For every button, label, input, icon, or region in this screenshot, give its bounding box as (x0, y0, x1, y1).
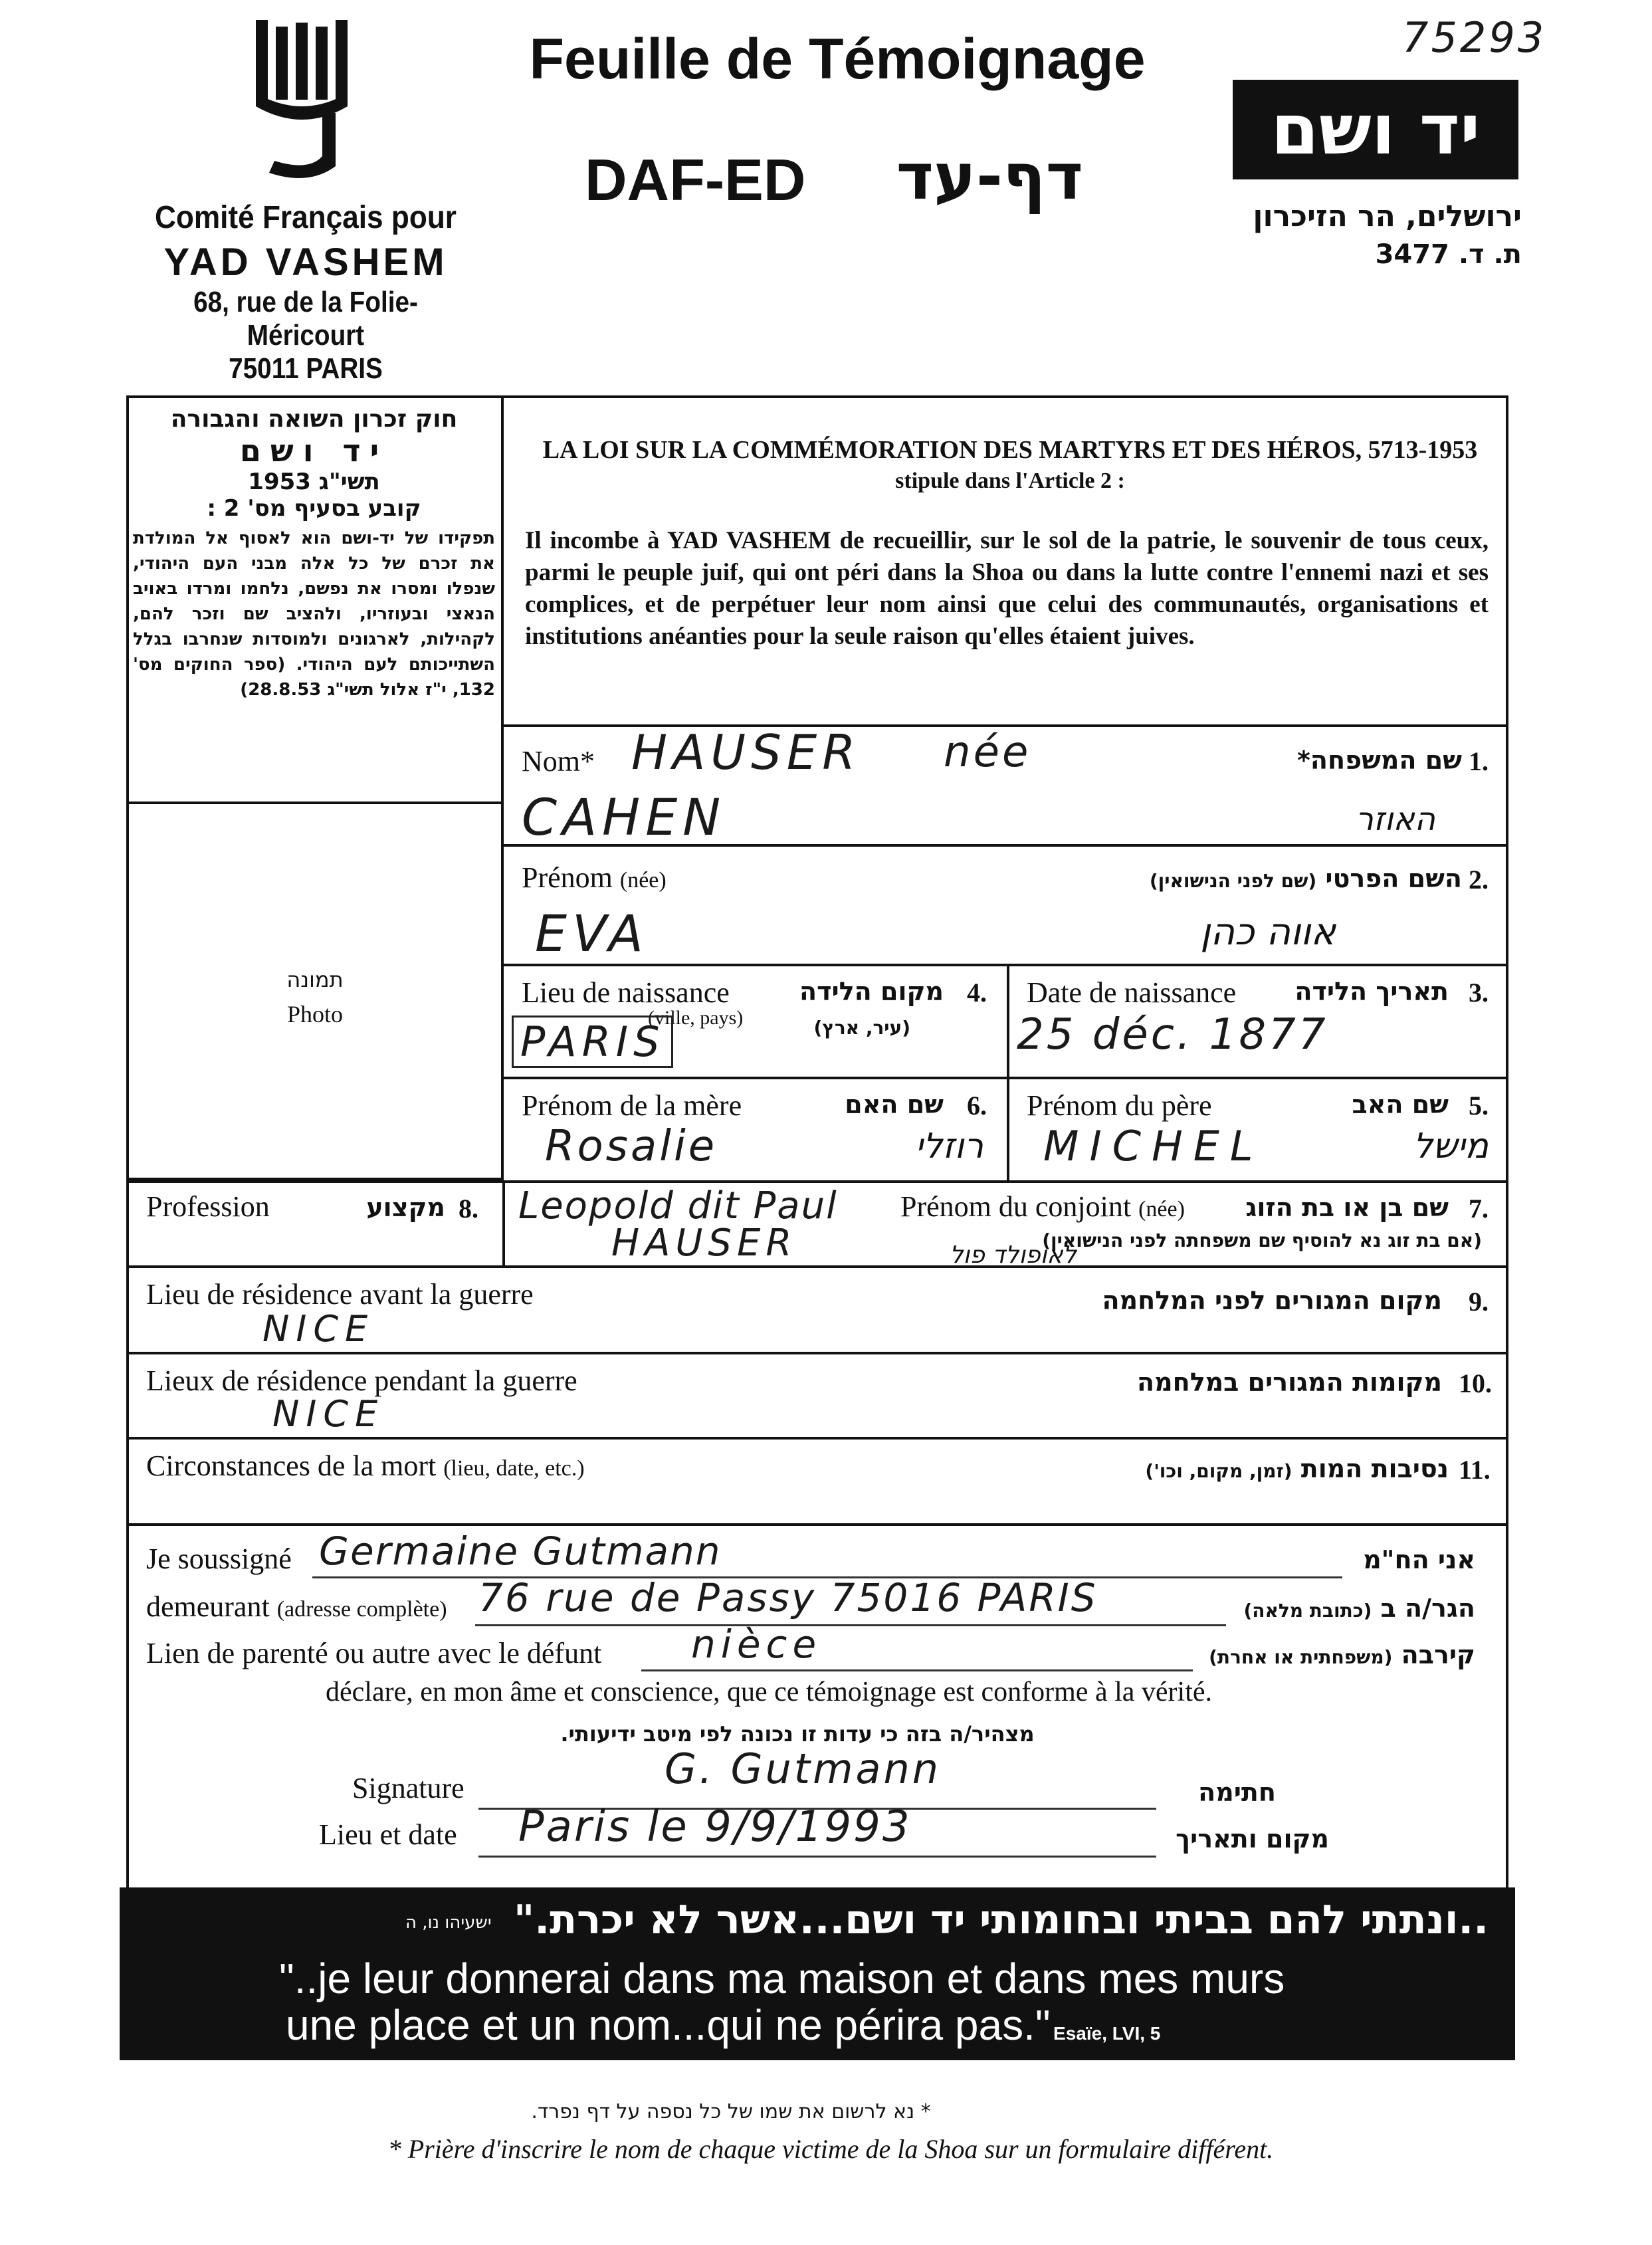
form-title: Feuille de Témoignage (529, 27, 1146, 91)
demeurant-label-small: (adresse complète) (276, 1597, 447, 1622)
law-hebrew-block (133, 405, 495, 702)
field9-num: 9. (1469, 1287, 1489, 1317)
field3-value[interactable]: 25 déc. 1877 (1017, 1010, 1328, 1059)
field6-value-he[interactable]: רוזלי (915, 1126, 983, 1166)
field2-label-he-small: (שם לפני הנישואין) (1149, 870, 1317, 892)
field2-num: 2. (1469, 865, 1489, 895)
banner-hebrew-ref: ישעיהו נו, ה (405, 1913, 492, 1933)
field8-label-he: מקצוע (366, 1193, 445, 1222)
lieu-date-label-he: מקום ותאריך (1176, 1824, 1329, 1854)
field4-label-he-small: (עיר, ארץ) (813, 1017, 910, 1039)
field1-value-maiden[interactable]: CAHEN (522, 788, 726, 847)
field6-value[interactable]: Rosalie (545, 1122, 718, 1171)
committee-block (113, 199, 498, 385)
field4-label-fr: Lieu de naissance (522, 976, 730, 1009)
soussigne-label: Je soussigné (146, 1543, 292, 1575)
field6-label-fr: Prénom de la mère (522, 1089, 742, 1122)
banner-french-line2-text: une place et un nom...qui ne périra pas." (286, 2001, 1051, 2049)
address-line2: 75011 PARIS (229, 352, 383, 385)
field8-num: 8. (459, 1194, 478, 1224)
field11-label-he-small: (זמן, מקום, וכו') (1145, 1460, 1292, 1482)
right-address-line2: ת. ד. 3477 (1375, 239, 1522, 270)
field5-value[interactable]: MICHEL (1043, 1122, 1264, 1170)
field11-num: 11. (1459, 1455, 1491, 1485)
demeurant-label-he (1236, 1594, 1475, 1623)
field5-num: 5. (1469, 1091, 1489, 1121)
photo-label-fr: Photo (286, 1001, 344, 1027)
field6-num: 6. (967, 1091, 987, 1121)
field4-value[interactable]: PARIS (512, 1016, 673, 1068)
field11-label-fr-small: (lieu, date, etc.) (443, 1456, 585, 1481)
field1-value-surname[interactable]: HAUSER (631, 724, 861, 780)
field11-label-he-main: נסיבות המות (1300, 1454, 1449, 1483)
field9-label-fr: Lieu de résidence avant la guerre (146, 1278, 534, 1311)
law-hebrew-title4: קובע בסעיף מס' 2 : (207, 495, 421, 522)
demeurant-label (146, 1590, 447, 1624)
right-address-line1: ירושלים, הר הזיכרון (1253, 199, 1522, 233)
field3-num: 3. (1469, 978, 1489, 1008)
photo-label-he: תמונה (286, 967, 344, 992)
field5-label-fr: Prénom du père (1027, 1089, 1212, 1122)
field9-value[interactable]: NICE (262, 1308, 375, 1350)
soussigne-label-he: אני הח"מ (1363, 1545, 1475, 1574)
footer-note-fr: * Prière d'inscrire le nom de chaque victime de la Shoa sur un formulaire différent. (387, 2134, 1274, 2164)
field7-label-fr-main: Prénom du conjoint (900, 1190, 1132, 1223)
banner-french-ref: Esaïe, LVI, 5 (1053, 2023, 1161, 2044)
banner-french-line1: "..je leur donnerai dans ma maison et dans mes murs (279, 1955, 1285, 2002)
banner-french-line2 (286, 2000, 1160, 2050)
law-french-body: Il incombe à YAD VASHEM de recueillir, sur le sol de la patrie, le souvenir de tous ceux, parmi le peuple juif, qui ont péri dans la Shoa ou dans la lutte contre l'ennemi nazi et ses complices, et de perpétuer leur nom ainsi que celui des communautés, organisations et institutions anéanties pour la seule raison qu'elles étaient juives. (525, 527, 1489, 650)
soussigne-value[interactable]: Germaine Gutmann (319, 1529, 722, 1574)
signature-value[interactable]: G. Gutmann (665, 1745, 942, 1793)
field8-label-fr: Profession (146, 1190, 270, 1223)
field4-label-fr-small: (ville, pays) (648, 1007, 744, 1029)
menorah-logo-icon (243, 13, 369, 186)
field4-label-he: מקום הלידה (799, 977, 944, 1006)
field1-value-he[interactable]: האוזר (1355, 801, 1435, 838)
field10-label-he: מקומות המגורים במלחמה (1136, 1368, 1442, 1397)
committee-line1: Comité Français pour (155, 200, 457, 235)
lien-label-he-small: (משפחתית או אחרת) (1209, 1646, 1393, 1668)
demeurant-label-main: demeurant (146, 1590, 270, 1623)
field3-label-he: תאריך הלידה (1294, 977, 1449, 1006)
signature-label-he: חתימה (1198, 1778, 1276, 1807)
field2-label-fr (522, 861, 667, 895)
law-hebrew-title2: יד ושם (239, 433, 389, 469)
signature-label: Signature (352, 1772, 465, 1804)
lien-value[interactable]: nièce (691, 1622, 822, 1667)
demeurant-label-he-main: הגר/ה ב (1380, 1594, 1475, 1623)
field7-value-he[interactable]: לאופולד פול (950, 1241, 1077, 1269)
field7-label-fr (900, 1190, 1185, 1224)
law-hebrew-body: תפקידו של יד-ושם הוא לאסוף אל המולדת את זכרם של כל אלה מבני העם היהודי, שנפלו ומסרו את נפשם, נלחמו ומרדו באויב הנאצי ובעוזריו, ולהציב שם וזכר להם, לקהילות, לארגונים ולמוסדות שנחרבו בגלל השתייכותם לעם היהודי. (ספר החוקים מס' 132, י"ז אלול תשי"ג 28.8.53) (133, 528, 495, 700)
law-hebrew-title3: תשי"ג 1953 (248, 469, 380, 495)
form-subtitle-latin: DAF-ED (585, 147, 806, 213)
field4-num: 4. (967, 978, 987, 1008)
field7-num: 7. (1469, 1194, 1489, 1224)
footer-note-he: * נא לרשום את שמו של כל נספה על דף נפרד. (531, 2100, 931, 2123)
field1-label-fr: Nom* (522, 745, 595, 778)
field10-value[interactable]: NICE (272, 1393, 385, 1435)
yad-vashem-logo-text: יד ושם (1271, 89, 1481, 170)
field1-num: 1. (1469, 746, 1489, 776)
field3-label-fr: Date de naissance (1027, 976, 1237, 1009)
field7-value-line2[interactable]: HAUSER (611, 1222, 797, 1265)
lien-label-he-main: קירבה (1401, 1640, 1475, 1669)
demeurant-value[interactable]: 76 rue de Passy 75016 PARIS (478, 1575, 1098, 1620)
form-subtitle-hebrew: דף-עד (896, 140, 1083, 214)
field9-label-he: מקום המגורים לפני המלחמה (1102, 1286, 1442, 1315)
field7-label-he: שם בן או בת הזוג (1245, 1193, 1449, 1222)
field6-label-he: שם האם (845, 1090, 944, 1119)
quote-banner (120, 1887, 1515, 2060)
field10-label-fr: Lieux de résidence pendant la guerre (146, 1364, 577, 1397)
field2-label-he (1057, 864, 1462, 893)
yad-vashem-logo (1233, 80, 1518, 179)
lien-label-he (1209, 1640, 1475, 1669)
declaration-he: מצהיר/ה בזה כי עדות זו נכונה לפי מיטב ידיעותי. (560, 1721, 1035, 1747)
field7-label-he-small: (אם בת זוג נא להוסיף שם משפחתה לפני הנישואין) (1042, 1229, 1482, 1251)
declaration-fr: déclare, en mon âme et conscience, que ce témoignage est conforme à la vérité. (326, 1677, 1213, 1707)
address-line1: 68, rue de la Folie-Méricourt (193, 286, 418, 352)
demeurant-label-he-small: (כתובת מלאה) (1243, 1600, 1372, 1622)
field11-label-fr-main: Circonstances de la mort (146, 1449, 437, 1482)
field2-value-he[interactable]: אווה כהן (1200, 910, 1336, 954)
lieu-date-value[interactable]: Paris le 9/9/1993 (518, 1802, 912, 1852)
field2-label-fr-small: (née) (619, 868, 667, 893)
field2-label-fr-main: Prénom (522, 861, 613, 894)
law-french-subtitle: stipule dans l'Article 2 : (895, 469, 1125, 493)
law-hebrew-title1: חוק זכרון השואה והגבורה (170, 405, 458, 433)
document-number: 75293 (1402, 13, 1547, 62)
lieu-date-label: Lieu et date (319, 1818, 457, 1851)
banner-hebrew: ..ונתתי להם בביתי ובחומותי יד ושם...אשר לא יכרת." (514, 1897, 1489, 1943)
field11-label-fr (146, 1449, 585, 1483)
field2-label-he-main: השם הפרטי (1325, 864, 1462, 893)
field7-label-fr-small: (née) (1138, 1197, 1185, 1222)
field1-value-nee[interactable]: née (944, 728, 1031, 777)
committee-line2: YAD VASHEM (163, 241, 448, 284)
field10-num: 10. (1459, 1368, 1492, 1398)
lien-label: Lien de parenté ou autre avec le défunt (146, 1637, 602, 1669)
field7-value-line1[interactable]: Leopold dit Paul (518, 1184, 838, 1228)
field5-value-he[interactable]: מישל (1413, 1126, 1489, 1166)
field2-value[interactable]: EVA (535, 904, 649, 963)
field5-label-he: שם האב (1352, 1090, 1449, 1119)
field11-label-he (1090, 1454, 1449, 1483)
law-french-title: LA LOI SUR LA COMMÉMORATION DES MARTYRS ET DES HÉROS, 5713-1953 (542, 436, 1478, 464)
field1-label-he: שם המשפחה* (1296, 746, 1462, 775)
